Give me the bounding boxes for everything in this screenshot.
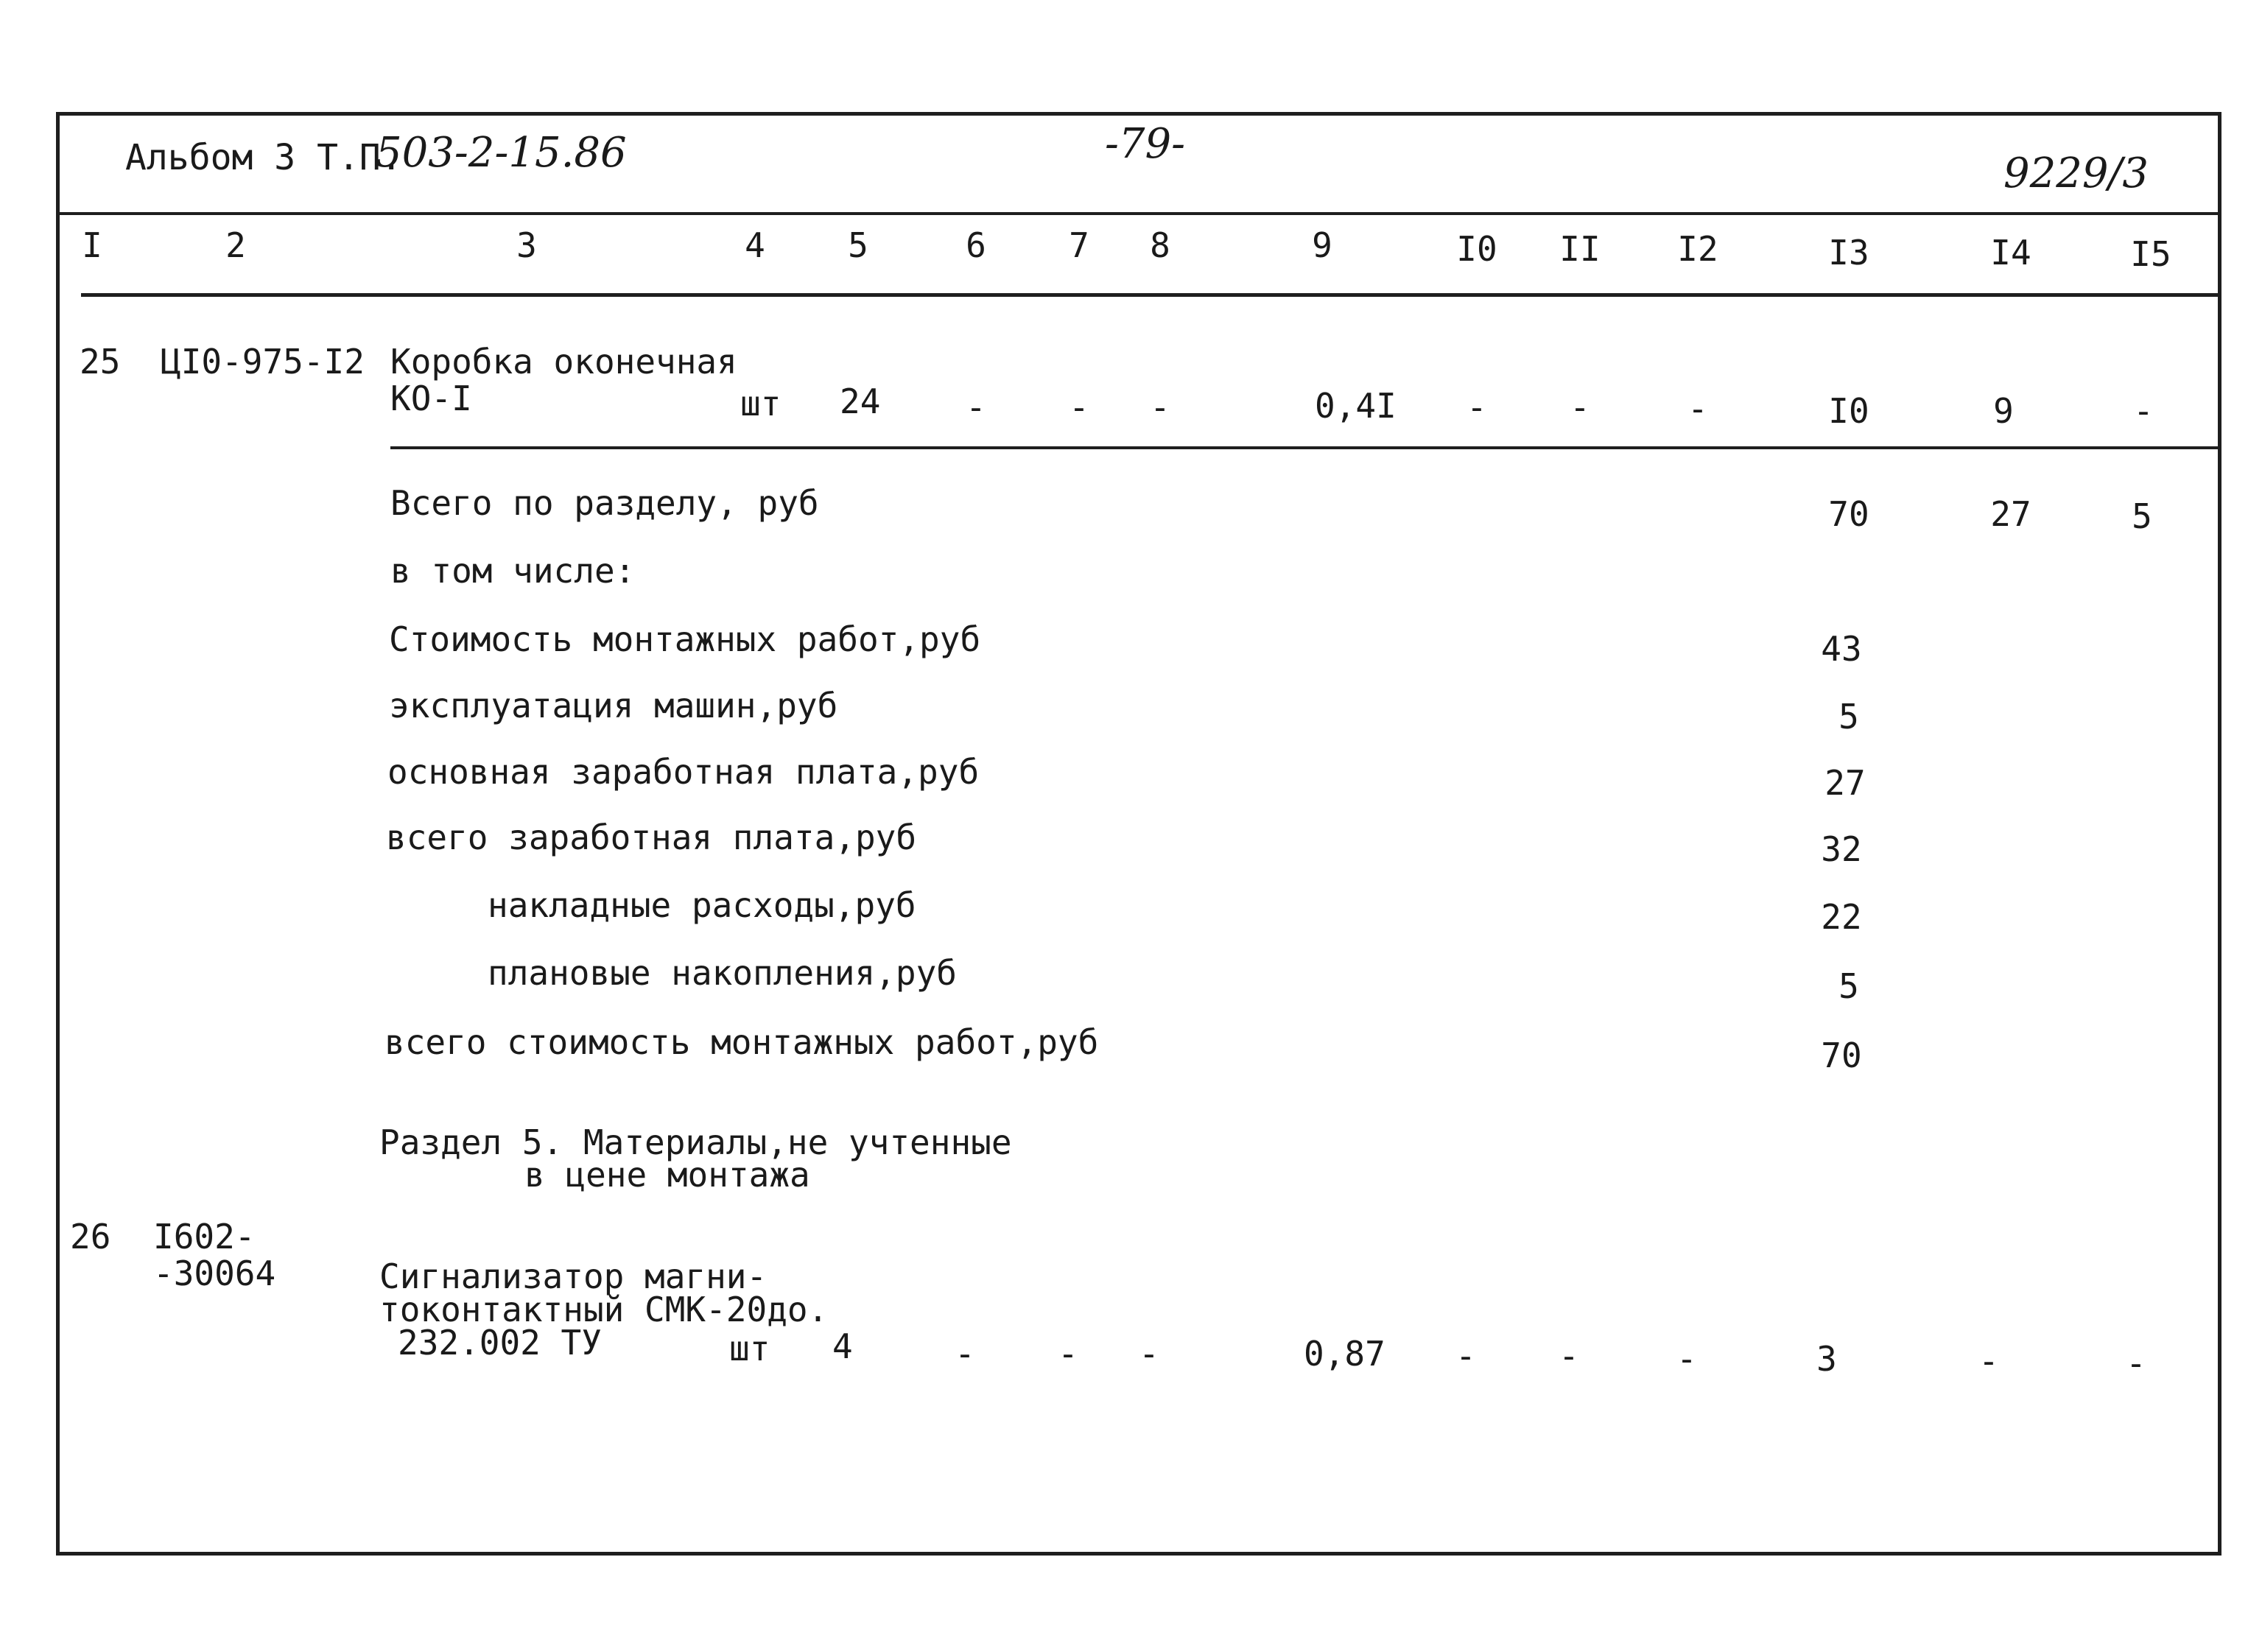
header-rule: [56, 212, 2221, 215]
table-cell: I0: [1828, 391, 1869, 431]
table-cell: -: [2126, 1343, 2146, 1383]
cost-line-label: плановые накопления,руб: [488, 953, 957, 993]
section-total-value: 70: [1828, 494, 1869, 534]
table-cell: -: [955, 1334, 975, 1374]
album-reference: Альбом 3 Т.П.: [125, 137, 402, 178]
column-number: 6: [966, 225, 986, 265]
cost-line-label: накладные расходы,руб: [488, 885, 916, 925]
table-cell: -: [1676, 1339, 1697, 1379]
item-name: Коробка оконечная: [390, 342, 737, 382]
cost-line-value: 27: [1824, 763, 1866, 803]
cost-line-label: всего заработная плата,руб: [386, 818, 917, 857]
item-name: токонтактный СМК-20до.: [379, 1290, 829, 1329]
section-title: в цене монтажа: [524, 1155, 810, 1195]
column-number: II: [1559, 229, 1601, 269]
table-cell: 9: [1993, 391, 2014, 431]
table-cell: -: [1687, 389, 1708, 429]
quantity-cell: 24: [840, 382, 881, 421]
table-cell: -: [1058, 1334, 1078, 1374]
page-number: -79-: [1105, 120, 1186, 168]
table-cell: -: [1139, 1334, 1159, 1374]
column-number: I0: [1456, 229, 1497, 269]
table-cell: -: [1455, 1336, 1476, 1376]
table-cell: -: [1978, 1341, 1999, 1381]
table-cell: 3: [1816, 1339, 1837, 1379]
column-number: 7: [1069, 225, 1089, 265]
section-total-value: 27: [1990, 494, 2031, 534]
item-code: I602-: [153, 1217, 256, 1256]
column-number: 3: [516, 225, 537, 265]
column-number: I5: [2130, 234, 2171, 274]
item-name: Сигнализатор магни-: [379, 1256, 768, 1296]
section-title: Раздел 5. Материалы,не учтенные: [379, 1122, 1012, 1162]
cost-line-value: 70: [1821, 1036, 1862, 1075]
item-name: 232.002 ТУ: [398, 1323, 602, 1363]
row-separator-rule: [390, 446, 2221, 449]
unit-cell: шт: [729, 1329, 770, 1368]
cost-line-label: Стоимость монтажных работ,руб: [389, 619, 981, 659]
row-number: 25: [80, 342, 121, 382]
table-cell: 0,4I: [1315, 386, 1397, 426]
column-number: 9: [1312, 225, 1332, 265]
row-number: 26: [70, 1217, 111, 1256]
cost-line-label: эксплуатация машин,руб: [389, 686, 838, 725]
table-cell: -: [1559, 1336, 1579, 1376]
item-code: ЦI0-975-I2: [161, 342, 365, 382]
table-cell: -: [1467, 387, 1487, 427]
column-number: 8: [1150, 225, 1170, 265]
cost-line-label: основная заработная плата,руб: [387, 752, 980, 792]
table-cell: -: [966, 387, 986, 427]
quantity-cell: 4: [832, 1326, 853, 1366]
table-cell: -: [2133, 391, 2154, 431]
column-header-rule: [81, 293, 2221, 297]
column-number: I: [82, 225, 102, 265]
table-cell: -: [1150, 387, 1170, 427]
column-number: I2: [1677, 229, 1718, 269]
table-cell: -: [1069, 387, 1089, 427]
project-code: 503-2-15.86: [376, 129, 627, 177]
item-name: КО-I: [390, 379, 472, 418]
including-label: в том числе:: [390, 551, 636, 591]
cost-line-value: 22: [1821, 897, 1862, 937]
document-id: 9229/3: [2003, 150, 2149, 197]
cost-line-value: 32: [1821, 829, 1862, 869]
cost-line-value: 43: [1821, 629, 1862, 669]
column-number: 5: [848, 225, 868, 265]
cost-line-value: 5: [1838, 697, 1859, 737]
column-number: 4: [745, 225, 765, 265]
cost-line-label: всего стоимость монтажных работ,руб: [384, 1022, 1099, 1062]
column-number: I3: [1828, 233, 1869, 273]
section-total-label: Всего по разделу, руб: [390, 483, 819, 523]
column-number: I4: [1990, 233, 2031, 273]
column-number: 2: [225, 225, 246, 265]
table-cell: 0,87: [1304, 1334, 1385, 1374]
table-cell: -: [1570, 387, 1590, 427]
item-code: -30064: [153, 1254, 276, 1293]
unit-cell: шт: [740, 384, 781, 423]
cost-line-value: 5: [1838, 966, 1859, 1006]
section-total-value: 5: [2132, 496, 2152, 536]
